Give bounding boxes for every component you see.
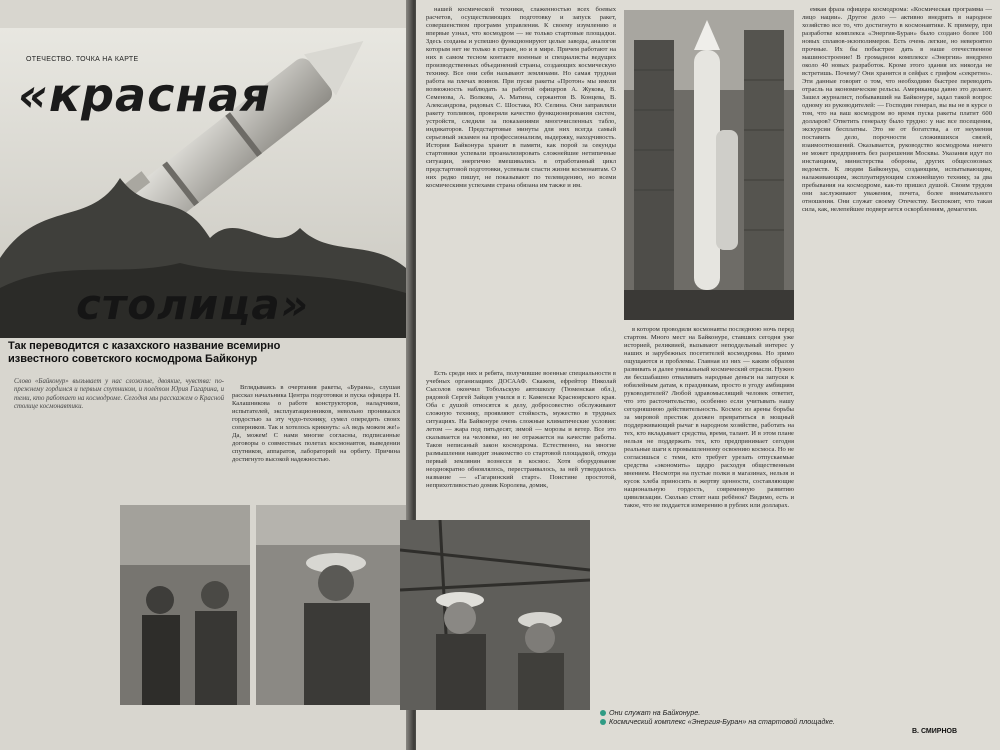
left-page bbox=[0, 0, 412, 750]
right-column bbox=[802, 6, 992, 722]
headline-line-1: «красная bbox=[18, 68, 271, 122]
caption-1 bbox=[600, 708, 835, 717]
article-lead: Слово «Байконур» вызывает у нас сложные, двоякие, чувства: по-прежнему гордимся и первым спутником, и полётом Юрия Гагарина, и теми, кто работает на космодроме. Сегодня мы расскажем о Красной столице космонавтики. bbox=[14, 378, 224, 411]
author-signature: В. СМИРНОВ bbox=[912, 728, 957, 735]
soldiers-photo-1-art bbox=[120, 505, 250, 705]
middle-column-top bbox=[426, 6, 616, 366]
caption-marker-icon bbox=[600, 710, 606, 716]
middle-column-top-text: нашей космической техники, слаженностью всех боевых расчетов, осуществляющих подготовку и запуск ракет, совершенством программ управления. К своему изумлению я впервые узнал, что космодром — не только стартовые площадки. Здесь созданы и успешно функционируют целые заводы, аналогов которым нет не только в стране, но и в мире. Причем работают на них в самом тесном контакте военные и специалисты ведущих производственных объединений страны, создающих космическую технику. Все они себя называют землянами. Но самая трудная работа на плечах воинов. При пуске ракеты «Протон» мы имели возможность наблюдать за работой офицеров А. Жукова, В. Семенова, А. Волкова, А. Матина, сержантов В. Концева, В. Александрова, рядовых С. Шостака, Ю. Селина. Они заправляли ракету топливом, проверяли качество функционирования систем, устройств, следили за показаниями многочисленных табло, индикаторов. Предстартовые минуты для них всегда самый серьезный экзамен на профессионализм, выдержку, находчивость. История Байконура хранит в памяти, как порой за секунды стартовики успевали проанализировать сложнейшие нетипичные ситуации, энергично вмешивались в отработанный цикл предстартовой подготовки, успевали спасти жизни космонавтам. О них редко пишут, не показывают по телевидению, но всеми космическими успехами страна обязана им также и им. bbox=[426, 6, 616, 189]
centre-column bbox=[624, 326, 794, 706]
left-body-text: Вглядываясь в очертания ракеты, «Бурана», слушая рассказ начальника Центра подготовки и пуска офицера Н. Калашникова о работе конструкторов, наладчиков, испытателей, эксплуатационников, невольно проникался гордостью за эту чудо-технику, сумел опередить своих соперников. Так и хотелось крикнуть: «А ведь можем же!» Да, можем! С нами многие согласны, подписанные договоры о совместных полетах космонавтов, выведении спутников, аппаратов, лабораторий на орбиту. Причина достигнуто высокой надежностью. bbox=[232, 384, 400, 463]
headline-line-2: столица» bbox=[76, 280, 310, 329]
article-subtitle: Так переводится с казахского название всемирно известного советского космодрома Байконур bbox=[8, 340, 281, 365]
buran-launchpad-photo-art bbox=[624, 10, 794, 320]
workers-photo bbox=[400, 520, 590, 710]
middle-column-bottom bbox=[426, 370, 616, 520]
buran-launchpad-photo bbox=[624, 10, 794, 320]
caption-2 bbox=[600, 717, 835, 726]
soldiers-photo-2 bbox=[256, 505, 406, 705]
section-rubric: ОТЕЧЕСТВО. ТОЧКА НА КАРТЕ bbox=[26, 56, 139, 63]
left-page-margin-text bbox=[8, 498, 116, 708]
photo-captions bbox=[600, 708, 835, 726]
middle-column-bottom-text: Есть среди них и ребята, получившие военные специальности в учебных организациях ДОСААФ. Скажем, ефрейтор Николай Сысолов окончил Тобольскую автошколу (Тюменская обл.), рядовой Сергей Зайцев учился в г. Каменске Красноярского края. Оба с душой относятся к делу, добросовестно обслуживают сложную технику, проявляют стойкость, мужество в трудных ситуациях. На Байконуре очень сложные климатические условия: летом — жара под пятьдесят, зимой — морозы и ветер. Все это сказывается на человеке, но не отражается на качестве работы. Таков неписаный закон космодрома. Естественно, на многие размышления наводит знакомство со стартовой площадкой, откуда первый землянин вознесся в космос. Хотя оборудование неоднократно обновлялось, перестраивалось, за ней утвердилось название — «Гагаринский старт». Поистине простотой, неприхотливостью домик Королева, домик, bbox=[426, 370, 616, 489]
caption-marker-icon bbox=[600, 719, 606, 725]
workers-photo-art bbox=[400, 520, 590, 710]
left-body-column bbox=[232, 384, 400, 494]
right-column-text: емкая фраза офицера космодрома: «Космическая программа — лицо нации». Другое дело — активно внедрять в народное хозяйство все то, что достигнуто в космонавтике. К примеру, при разработке комплекса «Энергия-Буран» было создано более 100 новых сплавов-экзополимеров. Есть очень легкие, но невероятно прочные. Их бы побыстрее дать в наше отечественное машиностроение! В громадном комплексе «Энергии» внедрено около 40 новых разработок. Кроме этого здания их никогда не встретишь. Почему? Они хранятся в сейфах с грифом «секретно». Эти данные говорят о том, что необходимо быстрее переводить отрасль на экономические рельсы. Американцы давно это делают. Зашел журналист, побывавший на Байконуре, задал такой вопрос одному из руководителей: — Господин генерал, вы вы не в курсе о том, что на ваш космодром во время пуска ракеты платит 600 долларов? Ответить генералу было трудно: у нас все посещения, экскурсии бесплатны. Это не от богатства, а от неумения поставить дело, порочности сложившихся связей, взаимоотношений. Оказывается, руководство космодрома ничего не может предпринять без разрешения Москвы. Указания идут по инстанциям, министерства обороны, других общесоюзных ведомств. К людям Байконура, создающим, испытывающим, налаживающим, эксплуатирующим сложнейшую технику, за два пребывания на космодроме, как-то пришел душой. Своим трудом они заслуживают уважения, почета, более внимательного отношения. Они служат своему Отечеству. Беспокоит, что такая сила, как, нелепейшее подвергается оскорблениям, демагогии. bbox=[802, 6, 992, 213]
caption-2-text: Космический комплекс «Энергия-Буран» на стартовой площадке. bbox=[609, 717, 835, 726]
centre-column-text: в котором проводили космонавты последнюю ночь перед стартом. Много мест на Байконуре, ставших сегодня уже историей, реликвией, вызывают неподдельный интерес у наших и зарубежных посетителей космодрома. Но зримо ощущаются и проблемы. Главная из них — каким образом развивать и далее уникальный космический отрасли. Нужно ли бесшабашно отваливать народные деньги на запуски к юбилейным датам, к праздникам, просто в угоду амбициям руководителей? Любой здравомыслящий человек ответит, что это расточительство, особенно если учитывать нашу сегодняшнюю действительность. Космос из арены борьбы за мировой престиж должен превратиться в мощный поддерживающий рычаг в народном хозяйстве, работать на тех, кто вкладывает средства, время, талант. И в этом плане нельзя не поддержать тех, кто предпринимает сегодня реальные шаги к промышленному освоению космоса. Но не согласишься с теми, кто требует урезать отпускаемые средства «экономить» щедро расходуя общественным мнением. Несмотря на пустые полки в магазинах, нельзя и кусок хлеба приносить в жертву ценности, составляющие национальную гордость, современную развитию цивилизации. Сколько стоит наш ребёнок? Видимо, есть и такое, что не поддается измерению в рублях или долларах. bbox=[624, 326, 794, 509]
soldiers-photo-2-art bbox=[256, 505, 406, 705]
soldiers-photo-1 bbox=[120, 505, 250, 705]
caption-1-text: Они служат на Байконуре. bbox=[609, 708, 701, 717]
